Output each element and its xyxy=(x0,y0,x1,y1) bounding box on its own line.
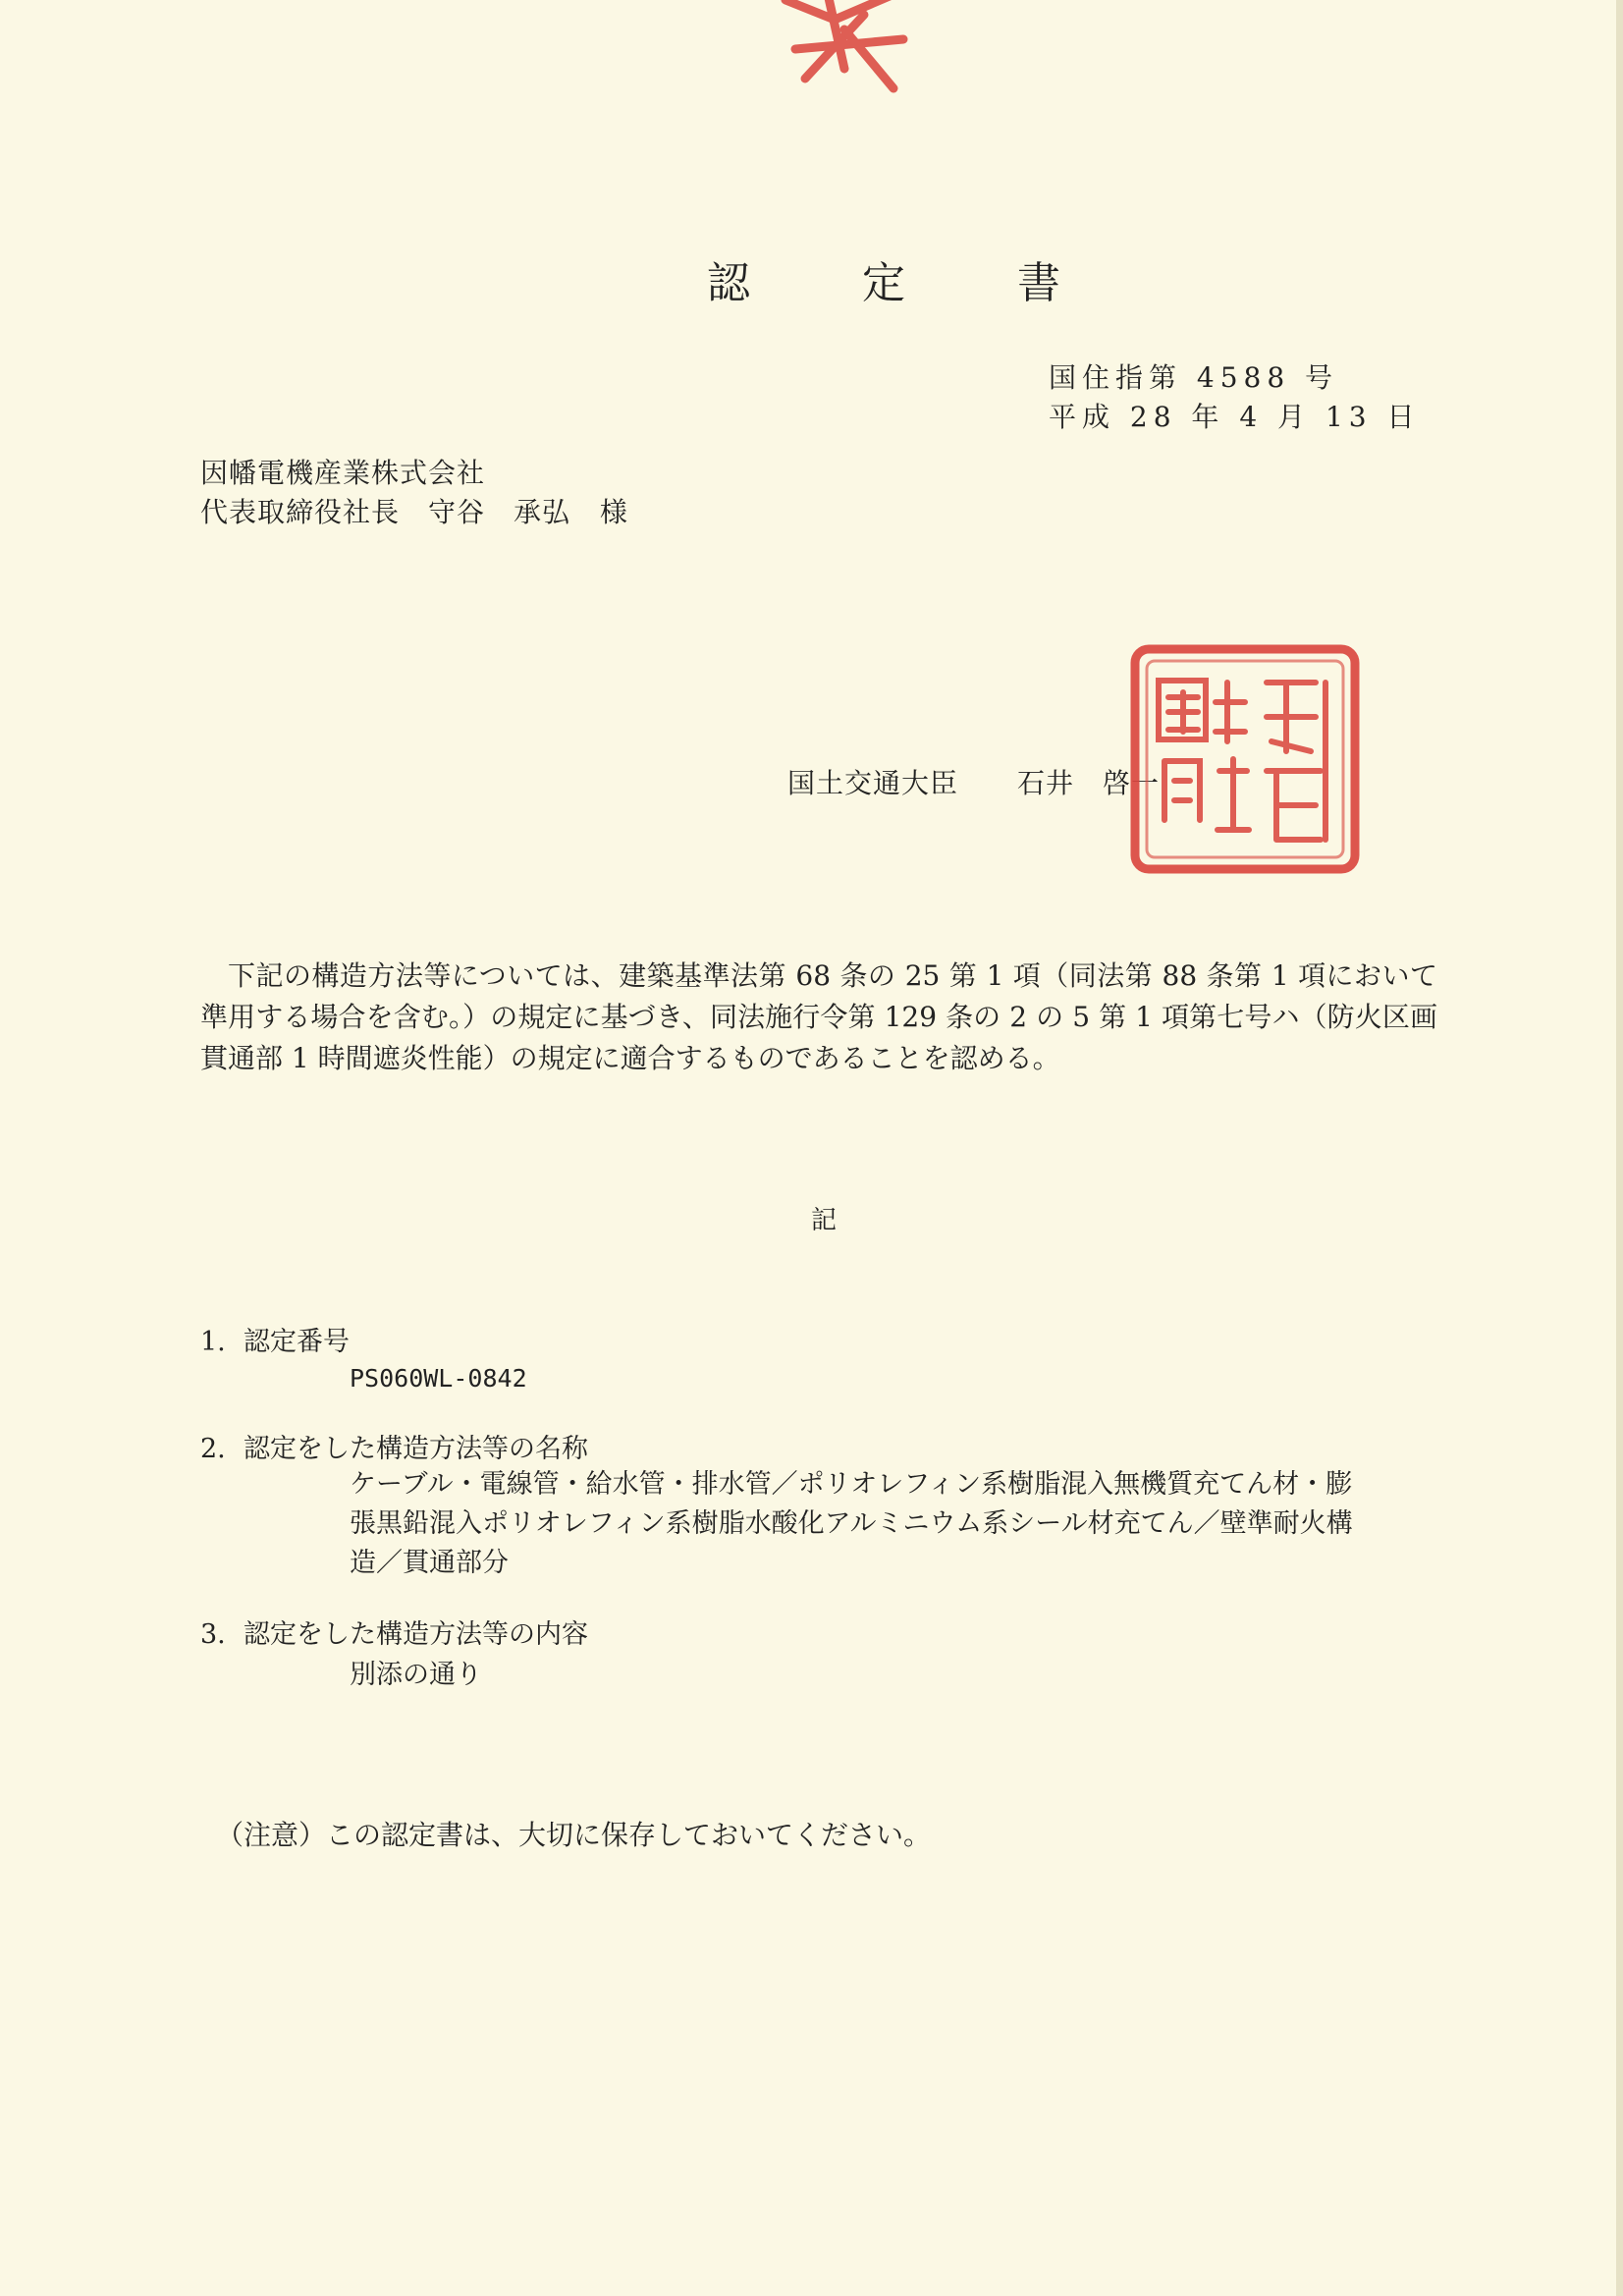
top-stamp-image xyxy=(766,0,923,108)
item-3-number: 3. xyxy=(200,1619,226,1650)
item-2-value: ケーブル・電線管・給水管・排水管／ポリオレフィン系樹脂混入無機質充てん材・膨張黒鉛混入ポリオレフィン系樹脂水酸化アルミニウム系シール材充てん／壁準耐火構造／貫通部分 xyxy=(350,1469,1353,1578)
document-number: 国住指第 4588 号 xyxy=(1049,361,1339,394)
item-3-label: 認定をした構造方法等の内容 xyxy=(243,1619,588,1650)
ki-heading: 記 xyxy=(811,1206,838,1235)
item-1-value: PS060WL-0842 xyxy=(350,1364,527,1393)
item-3-value: 別添の通り xyxy=(350,1660,482,1690)
document-date: 平成 28 年 4 月 13 日 xyxy=(1049,401,1421,433)
recipient-company: 因幡電機産業株式会社 xyxy=(200,457,486,489)
official-seal-image xyxy=(1129,643,1361,875)
issuer xyxy=(787,762,1160,801)
note-text: （注意）この認定書は、大切に保存しておいてください。 xyxy=(216,1819,932,1851)
item-1-heading xyxy=(200,1320,350,1358)
item-2-heading xyxy=(200,1427,588,1465)
issuer-title: 国土交通大臣 xyxy=(787,767,959,799)
issuer-name: 石井 啓一 xyxy=(1017,767,1161,799)
item-2-number: 2. xyxy=(200,1434,226,1464)
item-2-label: 認定をした構造方法等の名称 xyxy=(243,1434,588,1464)
recipient-representative: 代表取締役社長 守谷 承弘 様 xyxy=(200,496,628,528)
item-1-number: 1. xyxy=(200,1327,226,1357)
page-edge xyxy=(1616,0,1623,2296)
item-3-heading xyxy=(200,1613,588,1651)
body-paragraph: 下記の構造方法等については、建築基準法第 68 条の 25 第 1 項（同法第 88 条第 1 項において準用する場合を含む。）の規定に基づき、同法施行令第 129 条の 2 の 5 第 1 項第七号ハ（防火区画貫通部 1 時間遮炎性能）の規定に適合するものであることを認める。 xyxy=(200,959,1437,1074)
document-title: 認 定 書 xyxy=(707,258,1109,308)
item-1-label: 認定番号 xyxy=(243,1327,350,1357)
